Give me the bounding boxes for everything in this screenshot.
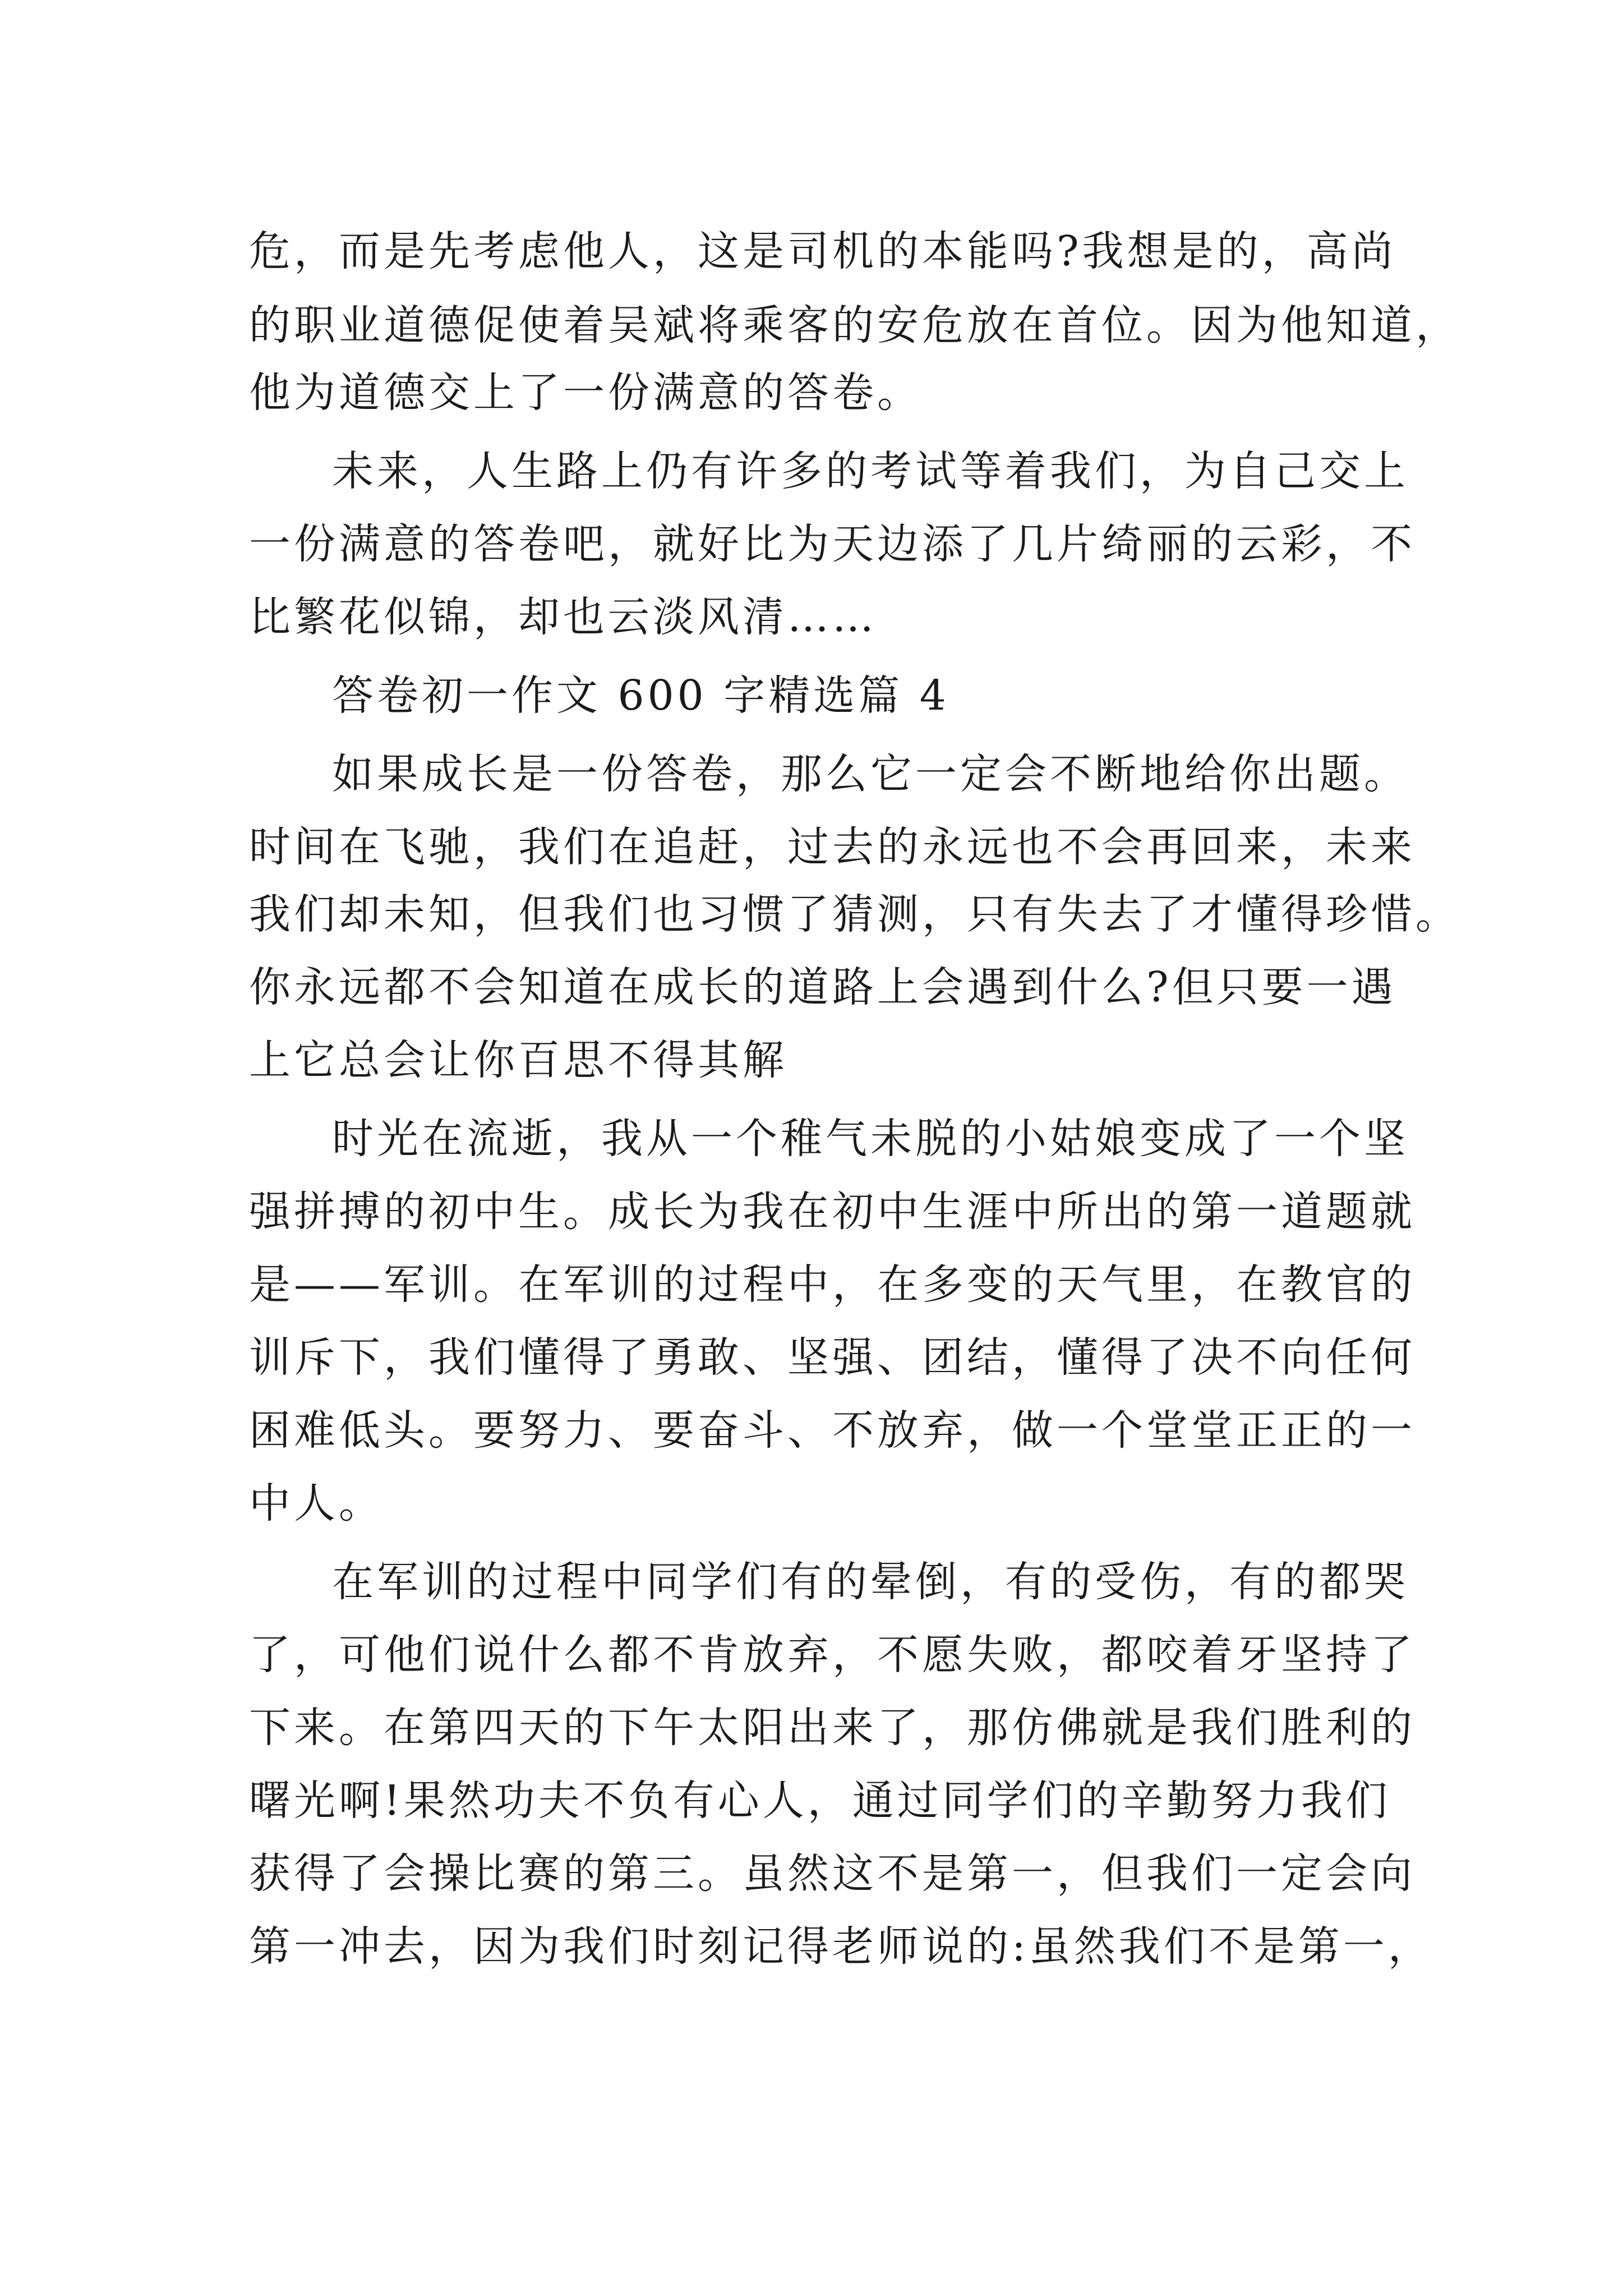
text-line: 训斥下，我们懂得了勇敢、坚强、团结，懂得了决不向任何	[249, 1333, 1415, 1382]
text-line: 第一冲去，因为我们时刻记得老师说的:虽然我们不是第一，	[249, 1922, 1433, 1971]
section-heading: 答卷初一作文 600 字精选篇 4	[332, 671, 949, 720]
text-line: 曙光啊!果然功夫不负有心人，通过同学们的辛勤努力我们	[249, 1777, 1391, 1825]
text-line: 上它总会让你百思不得其解	[249, 1036, 787, 1084]
text-line: 时间在飞驰，我们在追赶，过去的永远也不会再回来，未来	[249, 823, 1415, 871]
text-line: 你永远都不会知道在成长的道路上会遇到什么?但只要一遇	[249, 963, 1396, 1011]
text-line: 我们却未知，但我们也习惯了猜测，只有失去了才懂得珍惜。	[249, 890, 1460, 938]
text-line: 危，而是先考虑他人，这是司机的本能吗?我想是的，高尚	[249, 227, 1396, 275]
text-line: 他为道德交上了一份满意的答卷。	[249, 369, 922, 417]
text-line: 强拼搏的初中生。成长为我在初中生涯中所出的第一道题就	[249, 1188, 1415, 1236]
text-line: 未来，人生路上仍有许多的考试等着我们，为自己交上	[332, 447, 1409, 495]
text-line: 了，可他们说什么都不肯放弃，不愿失败，都咬着牙坚持了	[249, 1631, 1415, 1679]
text-line: 是——军训。在军训的过程中，在多变的天气里，在教官的	[249, 1260, 1415, 1309]
text-line: 中人。	[249, 1479, 384, 1527]
text-line: 一份满意的答卷吧，就好比为天边添了几片绮丽的云彩，不	[249, 520, 1415, 568]
text-line: 如果成长是一份答卷，那么它一定会不断地给你出题。	[332, 750, 1409, 798]
text-line: 的职业道德促使着吴斌将乘客的安危放在首位。因为他知道，	[249, 301, 1460, 349]
text-line: 困难低头。要努力、要奋斗、不放弃，做一个堂堂正正的一	[249, 1406, 1415, 1455]
text-line: 在军训的过程中同学们有的晕倒，有的受伤，有的都哭	[332, 1558, 1409, 1606]
text-line: 比繁花似锦，却也云淡风清……	[249, 593, 877, 641]
text-line: 下来。在第四天的下午太阳出来了，那仿佛就是我们胜利的	[249, 1704, 1415, 1752]
text-line: 时光在流逝，我从一个稚气未脱的小姑娘变成了一个坚	[332, 1115, 1409, 1163]
text-line: 获得了会操比赛的第三。虽然这不是第一，但我们一定会向	[249, 1849, 1415, 1898]
